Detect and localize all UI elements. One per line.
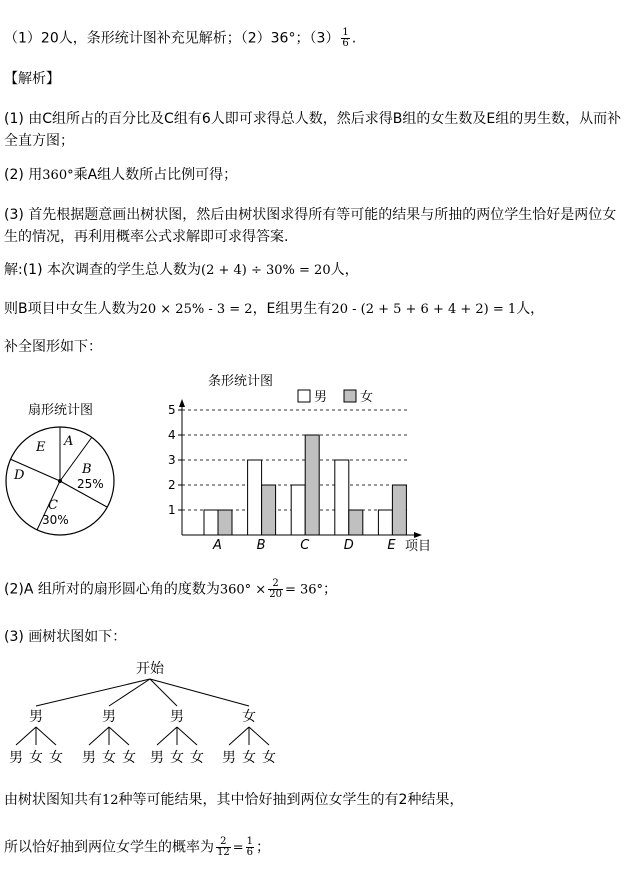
x-tick-label: B (256, 538, 266, 553)
answer-text: （1）20人，条形统计图补充见解析；（2）36°；（3） (4, 30, 340, 47)
tree-level2-node: 女 (102, 750, 116, 766)
answer-fraction (341, 28, 349, 49)
bar-female (392, 485, 406, 535)
pie-title: 扇形统计图 (28, 403, 94, 418)
part2-pre: (2)A 组所对的扇形圆心角的度数为 (4, 581, 220, 598)
legend-swatch-female (344, 390, 356, 402)
tree-level2-node: 女 (122, 750, 136, 766)
fraction-denominator: 6 (246, 847, 254, 858)
tree-branch (36, 727, 56, 745)
x-tick-label: D (343, 538, 354, 553)
part2-line (4, 579, 337, 600)
x-tick-label: C (300, 538, 310, 553)
bar-male (204, 510, 218, 535)
x-axis-arrow (414, 532, 422, 538)
analysis-1: (1) 由C组所占的百分比及C组有6人即可求得总人数，然后求得B组的女生数及E组的男生数，从而补全直方图； (4, 111, 622, 149)
bar-title: 条形统计图 (208, 374, 274, 389)
part2-fraction (268, 579, 283, 600)
bar-male (248, 460, 262, 535)
tree-level1-node: 女 (242, 709, 256, 725)
y-tick-label: 3 (168, 453, 176, 467)
conclusion-2 (4, 837, 270, 858)
tree-level2-node: 男 (222, 750, 236, 766)
part3-title: (3) 画树状图如下： (4, 629, 127, 645)
fraction-denominator: 12 (217, 847, 230, 858)
solution-1-pre: 解:(1) 本次调查的学生总人数为 (4, 262, 201, 278)
solution-2-math2: 20 - (2 + 5 + 6 + 4 + 2) = 1 (331, 302, 517, 317)
y-tick-label: 4 (168, 428, 176, 442)
answer-end: . (351, 30, 357, 47)
fraction-numerator: 2 (268, 579, 283, 590)
bar-female (305, 435, 319, 535)
y-tick-label: 2 (168, 478, 176, 492)
tree-branch (229, 727, 249, 745)
solution-2-pre: 则B项目中女生人数为 (4, 301, 140, 317)
tree-level1-node: 男 (29, 709, 43, 725)
bar-female (218, 510, 232, 535)
solution-1 (4, 261, 359, 280)
conclusion-2-pre: 所以恰好抽到两位女学生的概率为 (4, 839, 214, 856)
conclusion-2-end: ； (256, 839, 271, 856)
tree-branch (36, 679, 150, 706)
fraction-numerator: 1 (342, 27, 349, 38)
solution-2-mid: ，E组男生有 (252, 301, 332, 317)
y-axis-arrow (179, 399, 185, 407)
bar-male (335, 460, 349, 535)
pie-label-d: D (14, 468, 25, 483)
fraction-denominator: 6 (342, 38, 349, 49)
solution-2-post: 人， (516, 301, 545, 317)
solution-1-post: 人， (330, 262, 359, 278)
tree-branch (109, 679, 150, 706)
x-tick-label: A (213, 538, 222, 553)
part2-math-b: = 36° (284, 582, 324, 598)
y-tick-label: 5 (168, 403, 176, 417)
tree-branch (249, 727, 269, 745)
x-axis-label: 项目 (405, 539, 432, 554)
pie-center (58, 479, 62, 483)
solution-2 (4, 300, 544, 319)
bar-male (378, 510, 392, 535)
pie-label-b: B (82, 462, 92, 477)
analysis-2-post: 乘A组人数所占比例可得； (73, 167, 238, 183)
conclusion-1-pre: 由树状图知共有 (4, 792, 102, 808)
pie-label-c: C (48, 498, 58, 513)
pie-percent-b: 25% (77, 477, 104, 491)
fraction-numerator: 2 (216, 837, 231, 848)
legend-label-female: 女 (360, 390, 374, 405)
analysis-title: 【解析】 (4, 71, 60, 87)
tree-level2-node: 男 (82, 750, 96, 766)
bar-female (262, 485, 276, 535)
fraction-numerator: 1 (246, 836, 254, 847)
conclusion-1 (4, 791, 463, 810)
part2-end: ； (323, 581, 338, 598)
conclusion-fraction-1 (216, 837, 231, 858)
part2-math-a: 360° × (219, 582, 267, 598)
tree-level1-node: 男 (170, 709, 184, 725)
bar-chart (160, 365, 440, 555)
tree-branch (150, 679, 249, 706)
tree-level2-node: 女 (29, 750, 43, 766)
conclusion-fraction-2 (246, 837, 254, 858)
solution-1-math: (2 + 4) ÷ 30% = 20 (201, 263, 331, 278)
tree-branch (177, 727, 197, 745)
tree-branch (157, 727, 177, 745)
tree-branch (89, 727, 109, 745)
tree-root: 开始 (136, 661, 164, 677)
tree-level2-node: 女 (190, 750, 204, 766)
tree-level2-node: 女 (262, 750, 276, 766)
analysis-2 (4, 166, 237, 185)
tree-branch (109, 727, 129, 745)
tree-level1-node: 男 (102, 709, 116, 725)
pie-percent-c: 30% (42, 513, 69, 527)
pie-label-e: E (36, 440, 46, 455)
tree-diagram (0, 655, 300, 770)
bar-male (291, 485, 305, 535)
tree-level2-node: 女 (242, 750, 256, 766)
conclusion-1-post: 种等可能结果，其中恰好抽到两位女学生的有2种结果， (118, 792, 464, 808)
fraction-denominator: 20 (269, 589, 282, 600)
y-tick-label: 1 (168, 503, 176, 517)
legend-swatch-male (298, 390, 310, 402)
conclusion-eq: = (232, 840, 244, 856)
x-tick-label: E (387, 538, 396, 553)
legend-label-male: 男 (314, 390, 328, 405)
tree-level2-node: 男 (9, 750, 23, 766)
pie-chart (0, 395, 140, 555)
analysis-2-pre: (2) 用 (4, 167, 43, 183)
solution-3: 补全图形如下： (4, 339, 102, 355)
answer-line (4, 28, 356, 49)
pie-label-a: A (64, 434, 74, 449)
bar-female (349, 510, 363, 535)
analysis-3: (3) 首先根据题意画出树状图，然后由树状图求得所有等可能的结果与所抽的两位学生恰好是两位女生的情况，再利用概率公式求解即可求得答案. (4, 207, 617, 245)
tree-level2-node: 男 (150, 750, 164, 766)
analysis-2-math: 360° (42, 168, 74, 183)
tree-level2-node: 女 (170, 750, 184, 766)
tree-branch (16, 727, 36, 745)
tree-level2-node: 女 (49, 750, 63, 766)
conclusion-1-num: 12 (102, 793, 119, 808)
solution-2-math1: 20 × 25% - 3 = 2 (139, 302, 253, 317)
